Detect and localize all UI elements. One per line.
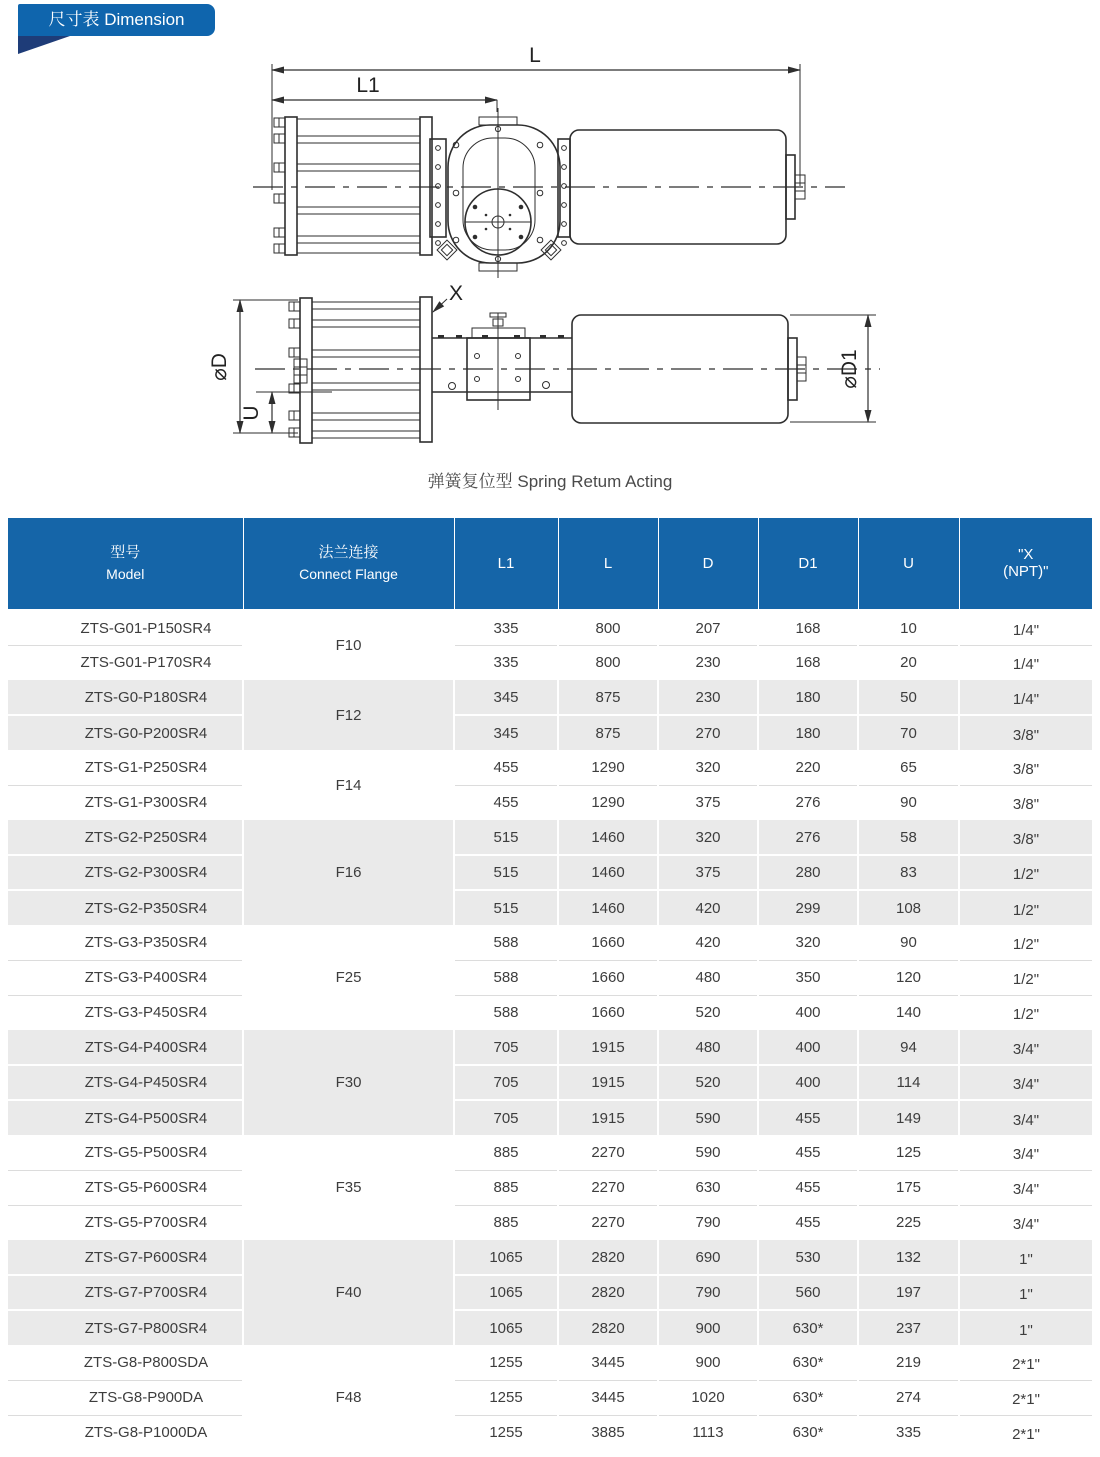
- flange-cell: F48: [243, 1345, 454, 1450]
- table-row: [8, 890, 1092, 925]
- value-cell-d1: 350: [758, 960, 858, 995]
- value-cell-u: 20: [858, 645, 959, 680]
- npt-cell: 2*1": [959, 1380, 1092, 1415]
- value-cell-d: 230: [658, 645, 758, 680]
- flange-cell: F16: [243, 820, 454, 925]
- npt-cell: 1/4": [959, 680, 1092, 715]
- value-cell-l: 875: [558, 680, 658, 715]
- adapter-bolt-holes-right: [562, 146, 567, 246]
- value-cell-l1: 1065: [454, 1310, 558, 1345]
- npt-cell: 3/4": [959, 1205, 1092, 1240]
- model-cell: ZTS-G4-P500SR4: [8, 1100, 243, 1135]
- table-row: [8, 1065, 1092, 1100]
- value-cell-l: 800: [558, 610, 658, 645]
- value-cell-d: 900: [658, 1310, 758, 1345]
- value-cell-u: 175: [858, 1170, 959, 1205]
- model-cell: ZTS-G0-P200SR4: [8, 715, 243, 750]
- value-cell-l: 2270: [558, 1170, 658, 1205]
- value-cell-l1: 345: [454, 715, 558, 750]
- dim-label-X: X: [449, 282, 464, 305]
- table-row: [8, 610, 1092, 645]
- model-cell: ZTS-G7-P600SR4: [8, 1240, 243, 1275]
- dim-label-L: L: [529, 44, 541, 67]
- value-cell-l1: 1065: [454, 1275, 558, 1310]
- value-cell-l1: 335: [454, 645, 558, 680]
- value-cell-l: 1660: [558, 925, 658, 960]
- value-cell-d: 375: [658, 855, 758, 890]
- col-header-l1: L1: [454, 518, 558, 610]
- value-cell-l1: 885: [454, 1205, 558, 1240]
- table-row: [8, 1345, 1092, 1380]
- dim-label-L1: L1: [356, 74, 380, 97]
- value-cell-u: 10: [858, 610, 959, 645]
- value-cell-l: 875: [558, 715, 658, 750]
- table-row: [8, 1100, 1092, 1135]
- value-cell-l1: 335: [454, 610, 558, 645]
- col-header-flange-en: Connect Flange: [299, 565, 398, 582]
- drawing-caption: 弹簧复位型 Spring Retum Acting: [427, 472, 673, 491]
- model-cell: ZTS-G0-P180SR4: [8, 680, 243, 715]
- npt-cell: 3/4": [959, 1170, 1092, 1205]
- value-cell-d1: 630*: [758, 1345, 858, 1380]
- model-cell: ZTS-G2-P250SR4: [8, 820, 243, 855]
- value-cell-d: 790: [658, 1205, 758, 1240]
- flange-cell: F12: [243, 680, 454, 750]
- table-row: [8, 645, 1092, 680]
- value-cell-d: 230: [658, 680, 758, 715]
- value-cell-u: 225: [858, 1205, 959, 1240]
- value-cell-d: 590: [658, 1100, 758, 1135]
- value-cell-u: 335: [858, 1415, 959, 1450]
- value-cell-u: 120: [858, 960, 959, 995]
- flange-cell: F25: [243, 925, 454, 1030]
- value-cell-l1: 455: [454, 785, 558, 820]
- npt-cell: 1/2": [959, 995, 1092, 1030]
- value-cell-d1: 630*: [758, 1380, 858, 1415]
- npt-cell: 3/8": [959, 820, 1092, 855]
- value-cell-l1: 588: [454, 925, 558, 960]
- value-cell-d: 590: [658, 1135, 758, 1170]
- model-cell: ZTS-G7-P800SR4: [8, 1310, 243, 1345]
- table-row: [8, 1275, 1092, 1310]
- model-cell: ZTS-G5-P500SR4: [8, 1135, 243, 1170]
- dimension-table: [8, 518, 1092, 1450]
- npt-cell: 3/4": [959, 1100, 1092, 1135]
- value-cell-l: 3885: [558, 1415, 658, 1450]
- table-row: [8, 750, 1092, 785]
- value-cell-d1: 180: [758, 715, 858, 750]
- value-cell-l: 2820: [558, 1310, 658, 1345]
- value-cell-l: 2270: [558, 1205, 658, 1240]
- table-row: [8, 960, 1092, 995]
- value-cell-l1: 705: [454, 1030, 558, 1065]
- flange-cell: F35: [243, 1135, 454, 1240]
- value-cell-d1: 276: [758, 820, 858, 855]
- model-cell: ZTS-G8-P1000DA: [8, 1415, 243, 1450]
- value-cell-l: 1460: [558, 855, 658, 890]
- value-cell-l: 1915: [558, 1100, 658, 1135]
- value-cell-d1: 630*: [758, 1415, 858, 1450]
- value-cell-l1: 455: [454, 750, 558, 785]
- corner-nut-right: [541, 240, 561, 260]
- model-cell: ZTS-G8-P800SDA: [8, 1345, 243, 1380]
- table-row: [8, 1030, 1092, 1065]
- value-cell-l1: 588: [454, 960, 558, 995]
- model-cell: ZTS-G1-P300SR4: [8, 785, 243, 820]
- npt-cell: 1/4": [959, 610, 1092, 645]
- technical-drawing: [0, 0, 1100, 505]
- adapter-bolt-holes-left: [436, 146, 441, 246]
- value-cell-d1: 299: [758, 890, 858, 925]
- npt-cell: 2*1": [959, 1415, 1092, 1450]
- value-cell-d1: 276: [758, 785, 858, 820]
- npt-cell: 1/2": [959, 960, 1092, 995]
- model-cell: ZTS-G3-P450SR4: [8, 995, 243, 1030]
- value-cell-d: 520: [658, 1065, 758, 1100]
- value-cell-d: 420: [658, 890, 758, 925]
- table-row: [8, 1170, 1092, 1205]
- table-row: [8, 1415, 1092, 1450]
- dimension-table-body: [8, 610, 1092, 1450]
- value-cell-u: 114: [858, 1065, 959, 1100]
- dim-label-U: U: [240, 405, 263, 421]
- value-cell-d1: 455: [758, 1170, 858, 1205]
- table-header-row: [8, 518, 1092, 610]
- tie-rod-bolts: [274, 118, 285, 253]
- value-cell-l: 1290: [558, 750, 658, 785]
- value-cell-d1: 280: [758, 855, 858, 890]
- value-cell-l: 3445: [558, 1380, 658, 1415]
- value-cell-d: 1020: [658, 1380, 758, 1415]
- actuator-side-view: [253, 44, 845, 278]
- value-cell-d1: 455: [758, 1205, 858, 1240]
- value-cell-l: 1460: [558, 820, 658, 855]
- value-cell-u: 58: [858, 820, 959, 855]
- col-header-x-npt: [959, 518, 1092, 610]
- value-cell-d1: 530: [758, 1240, 858, 1275]
- value-cell-d1: 455: [758, 1135, 858, 1170]
- value-cell-d1: 455: [758, 1100, 858, 1135]
- value-cell-u: 90: [858, 785, 959, 820]
- npt-cell: 1/4": [959, 645, 1092, 680]
- value-cell-d1: 560: [758, 1275, 858, 1310]
- value-cell-d: 480: [658, 960, 758, 995]
- flange-cell: F40: [243, 1240, 454, 1345]
- npt-cell: 1/2": [959, 855, 1092, 890]
- value-cell-l1: 885: [454, 1170, 558, 1205]
- value-cell-d: 375: [658, 785, 758, 820]
- npt-cell: 3/8": [959, 715, 1092, 750]
- npt-cell: 3/4": [959, 1030, 1092, 1065]
- value-cell-d1: 400: [758, 995, 858, 1030]
- value-cell-l1: 1255: [454, 1415, 558, 1450]
- value-cell-l: 1915: [558, 1065, 658, 1100]
- value-cell-u: 65: [858, 750, 959, 785]
- value-cell-l1: 515: [454, 820, 558, 855]
- col-header-flange-zh: 法兰连接: [318, 544, 379, 562]
- model-cell: ZTS-G2-P300SR4: [8, 855, 243, 890]
- dim-label-D: ⌀D: [208, 353, 231, 381]
- value-cell-l: 1660: [558, 995, 658, 1030]
- value-cell-u: 140: [858, 995, 959, 1030]
- value-cell-d1: 320: [758, 925, 858, 960]
- value-cell-u: 274: [858, 1380, 959, 1415]
- value-cell-l: 800: [558, 645, 658, 680]
- value-cell-u: 125: [858, 1135, 959, 1170]
- table-row: [8, 680, 1092, 715]
- col-header-x-line1: "X: [1018, 546, 1034, 564]
- value-cell-d1: 400: [758, 1030, 858, 1065]
- value-cell-l1: 705: [454, 1065, 558, 1100]
- table-row: [8, 1205, 1092, 1240]
- col-header-d1: D1: [758, 518, 858, 610]
- flange-cell: F30: [243, 1030, 454, 1135]
- value-cell-u: 219: [858, 1345, 959, 1380]
- value-cell-l1: 515: [454, 855, 558, 890]
- model-cell: ZTS-G3-P400SR4: [8, 960, 243, 995]
- value-cell-d: 420: [658, 925, 758, 960]
- value-cell-l1: 515: [454, 890, 558, 925]
- value-cell-l1: 1255: [454, 1380, 558, 1415]
- model-cell: ZTS-G4-P400SR4: [8, 1030, 243, 1065]
- value-cell-d: 790: [658, 1275, 758, 1310]
- model-cell: ZTS-G01-P150SR4: [8, 610, 243, 645]
- value-cell-l1: 588: [454, 995, 558, 1030]
- table-row: [8, 1380, 1092, 1415]
- value-cell-u: 70: [858, 715, 959, 750]
- col-header-flange: [243, 518, 454, 610]
- value-cell-d1: 180: [758, 680, 858, 715]
- value-cell-u: 197: [858, 1275, 959, 1310]
- value-cell-d1: 168: [758, 645, 858, 680]
- col-header-l: L: [558, 518, 658, 610]
- col-header-model-zh: 型号: [110, 544, 141, 562]
- model-cell: ZTS-G3-P350SR4: [8, 925, 243, 960]
- value-cell-d1: 220: [758, 750, 858, 785]
- table-row: [8, 785, 1092, 820]
- value-cell-d: 207: [658, 610, 758, 645]
- model-cell: ZTS-G4-P450SR4: [8, 1065, 243, 1100]
- grease-fitting: [490, 313, 506, 328]
- value-cell-d1: 168: [758, 610, 858, 645]
- npt-cell: 3/4": [959, 1065, 1092, 1100]
- value-cell-l: 2820: [558, 1275, 658, 1310]
- table-row: [8, 820, 1092, 855]
- value-cell-d: 270: [658, 715, 758, 750]
- table-row: [8, 1135, 1092, 1170]
- table-row: [8, 925, 1092, 960]
- npt-cell: 3/4": [959, 1135, 1092, 1170]
- value-cell-d: 520: [658, 995, 758, 1030]
- value-cell-d: 1113: [658, 1415, 758, 1450]
- npt-cell: 2*1": [959, 1345, 1092, 1380]
- npt-cell: 3/8": [959, 750, 1092, 785]
- value-cell-u: 94: [858, 1030, 959, 1065]
- value-cell-d1: 630*: [758, 1310, 858, 1345]
- value-cell-d: 690: [658, 1240, 758, 1275]
- col-header-model-en: Model: [106, 565, 145, 582]
- model-cell: ZTS-G5-P700SR4: [8, 1205, 243, 1240]
- value-cell-l1: 1255: [454, 1345, 558, 1380]
- model-cell: ZTS-G1-P250SR4: [8, 750, 243, 785]
- dim-label-D1: ⌀D1: [838, 349, 861, 389]
- value-cell-u: 83: [858, 855, 959, 890]
- value-cell-l: 1915: [558, 1030, 658, 1065]
- col-header-d: D: [658, 518, 758, 610]
- value-cell-d: 630: [658, 1170, 758, 1205]
- npt-cell: 1": [959, 1240, 1092, 1275]
- actuator-plan-view: [208, 282, 880, 443]
- section-badge: 尺寸表 Dimension: [18, 4, 215, 36]
- flange-cell: F14: [243, 750, 454, 820]
- col-header-x-line2: (NPT)": [1003, 563, 1049, 581]
- table-row: [8, 1310, 1092, 1345]
- table-row: [8, 995, 1092, 1030]
- npt-cell: 1/2": [959, 925, 1092, 960]
- value-cell-l1: 1065: [454, 1240, 558, 1275]
- flange-cell: F10: [243, 610, 454, 680]
- value-cell-u: 132: [858, 1240, 959, 1275]
- table-row: [8, 855, 1092, 890]
- value-cell-u: 90: [858, 925, 959, 960]
- value-cell-u: 149: [858, 1100, 959, 1135]
- model-cell: ZTS-G2-P350SR4: [8, 890, 243, 925]
- value-cell-l: 2270: [558, 1135, 658, 1170]
- col-header-u: U: [858, 518, 959, 610]
- npt-cell: 1/2": [959, 890, 1092, 925]
- value-cell-l: 1460: [558, 890, 658, 925]
- value-cell-l: 2820: [558, 1240, 658, 1275]
- model-cell: ZTS-G7-P700SR4: [8, 1275, 243, 1310]
- value-cell-l1: 885: [454, 1135, 558, 1170]
- value-cell-l: 3445: [558, 1345, 658, 1380]
- value-cell-u: 237: [858, 1310, 959, 1345]
- value-cell-d: 480: [658, 1030, 758, 1065]
- col-header-model: [8, 518, 243, 610]
- value-cell-u: 50: [858, 680, 959, 715]
- table-row: [8, 1240, 1092, 1275]
- value-cell-d: 320: [658, 750, 758, 785]
- model-cell: ZTS-G8-P900DA: [8, 1380, 243, 1415]
- value-cell-l1: 345: [454, 680, 558, 715]
- table-row: [8, 715, 1092, 750]
- value-cell-l1: 705: [454, 1100, 558, 1135]
- value-cell-l: 1290: [558, 785, 658, 820]
- value-cell-d: 320: [658, 820, 758, 855]
- value-cell-u: 108: [858, 890, 959, 925]
- model-cell: ZTS-G5-P600SR4: [8, 1170, 243, 1205]
- model-cell: ZTS-G01-P170SR4: [8, 645, 243, 680]
- value-cell-l: 1660: [558, 960, 658, 995]
- npt-cell: 3/8": [959, 785, 1092, 820]
- npt-cell: 1": [959, 1275, 1092, 1310]
- value-cell-d1: 400: [758, 1065, 858, 1100]
- value-cell-d: 900: [658, 1345, 758, 1380]
- npt-cell: 1": [959, 1310, 1092, 1345]
